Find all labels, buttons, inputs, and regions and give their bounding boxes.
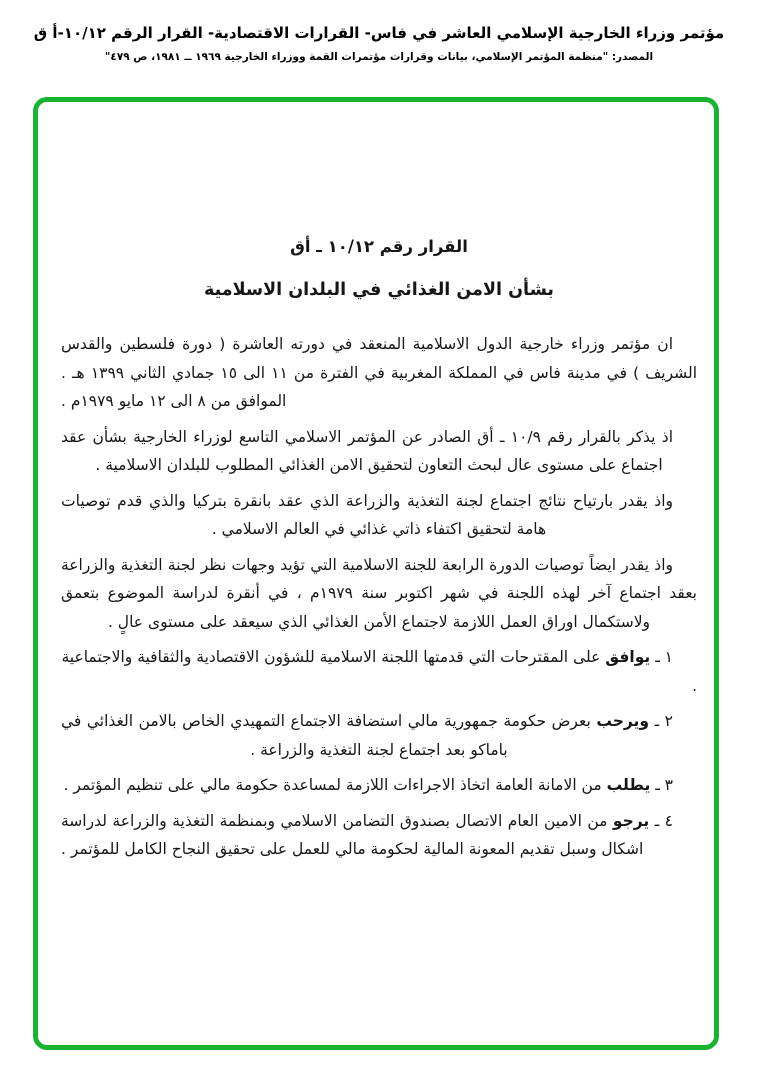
item-number: ٢ ـ (654, 712, 673, 730)
resolution-preamble (61, 330, 697, 636)
resolution-item-2 (61, 707, 697, 764)
item-text: على المقترحات التي قدمتها اللجنة الاسلامية للشؤون الاقتصادية والثقافية والاجتماعية . (61, 648, 697, 695)
preamble-paragraph: اذ يذكر بالقرار رقم ١٠/٩ ـ أق الصادر عن المؤتمر الاسلامي التاسع لوزراء الخارجية بشأن عقد اجتماع على مستوى عال لبحث التعاون لتحقيق الامن الغذائي المطلوب للبلدان الاسلامية . (61, 427, 673, 474)
preamble-paragraph: واذ يقدر ايضاً توصيات الدورة الرابعة للجنة الاسلامية التي تؤيد وجهات نظر لجنة التغذية والزراعة بعقد اجتماع آخر لهذه اللجنة في شهر اكتوبر سنة ١٩٧٩م ، في أنقرة لدراسة الموضوع بتعمق ولاستكمال اوراق العمل اللازمة لاجتماع الأمن الغذائي الذي سيعقد على مستوى عالٍ . (61, 555, 697, 631)
item-verb: يوافق (605, 648, 651, 666)
source-header-title: مؤتمر وزراء الخارجية الإسلامي العاشر في فاس- القرارات الاقتصادية- القرار الرقم ١٠/١٢-أ ق (33, 24, 725, 42)
resolution-item-4 (61, 807, 697, 864)
preamble-paragraph: واذ يقدر بارتياح نتائج اجتماع لجنة التغذية والزراعة الذي عقد بانقرة بتركيا والذي قدم توصيات هامة لتحقيق اكتفاء ذاتي غذائي في العالم الاسلامي . (61, 491, 673, 538)
item-text: من الامانة العامة اتخاذ الاجراءات اللازمة لمساعدة حكومة مالي على تنظيم المؤتمر . (63, 776, 602, 794)
resolution-body (61, 233, 697, 871)
item-number: ٤ ـ (654, 811, 673, 830)
source-header-citation: المصدر: "منظمة المؤتمر الإسلامي، بيانات وقرارات مؤتمرات القمة ووزراء الخارجية ١٩٦٩ ــ ١٩٨١، ص ٤٧٩" (104, 51, 654, 63)
item-verb: يطلب (606, 776, 651, 794)
item-number: ١ ـ (655, 648, 673, 666)
resolution-item-3 (61, 771, 697, 800)
source-header (0, 24, 758, 63)
item-verb: ويرحب (596, 712, 650, 730)
item-text: من الامين العام الاتصال بصندوق التضامن الاسلامي وبمنظمة التغذية والزراعة لدراسة اشكال وسبل تقديم المعونة المالية لحكومة مالي للعمل على تحقيق النجاح الكامل للمؤتمر . (61, 811, 644, 858)
resolution-subject-title: بشأن الامن الغذائي في البلدان الاسلامية (204, 279, 554, 300)
resolution-operative-items (61, 643, 697, 864)
resolution-number-title: القرار رقم ١٠/١٢ ـ أق (290, 237, 468, 256)
item-text: بعرض حكومة جمهورية مالي استضافة الاجتماع التمهيدي الخاص بالامن الغذائي في باماكو بعد اجتماع لجنة التغذية والزراعة . (61, 712, 591, 759)
item-number: ٣ ـ (655, 776, 673, 794)
preamble-paragraph: ان مؤتمر وزراء خارجية الدول الاسلامية المنعقد في دورته العاشرة ( دورة فلسطين والقدس الشريف ) في مدينة فاس في المملكة المغربية في الفترة من ١١ الى ١٥ جمادي الثاني ١٣٩٩ هـ . الموافق من ٨ الى ١٢ مايو ١٩٧٩م . (61, 335, 697, 410)
resolution-item-1 (61, 643, 697, 700)
item-verb: يرجو (612, 811, 650, 830)
